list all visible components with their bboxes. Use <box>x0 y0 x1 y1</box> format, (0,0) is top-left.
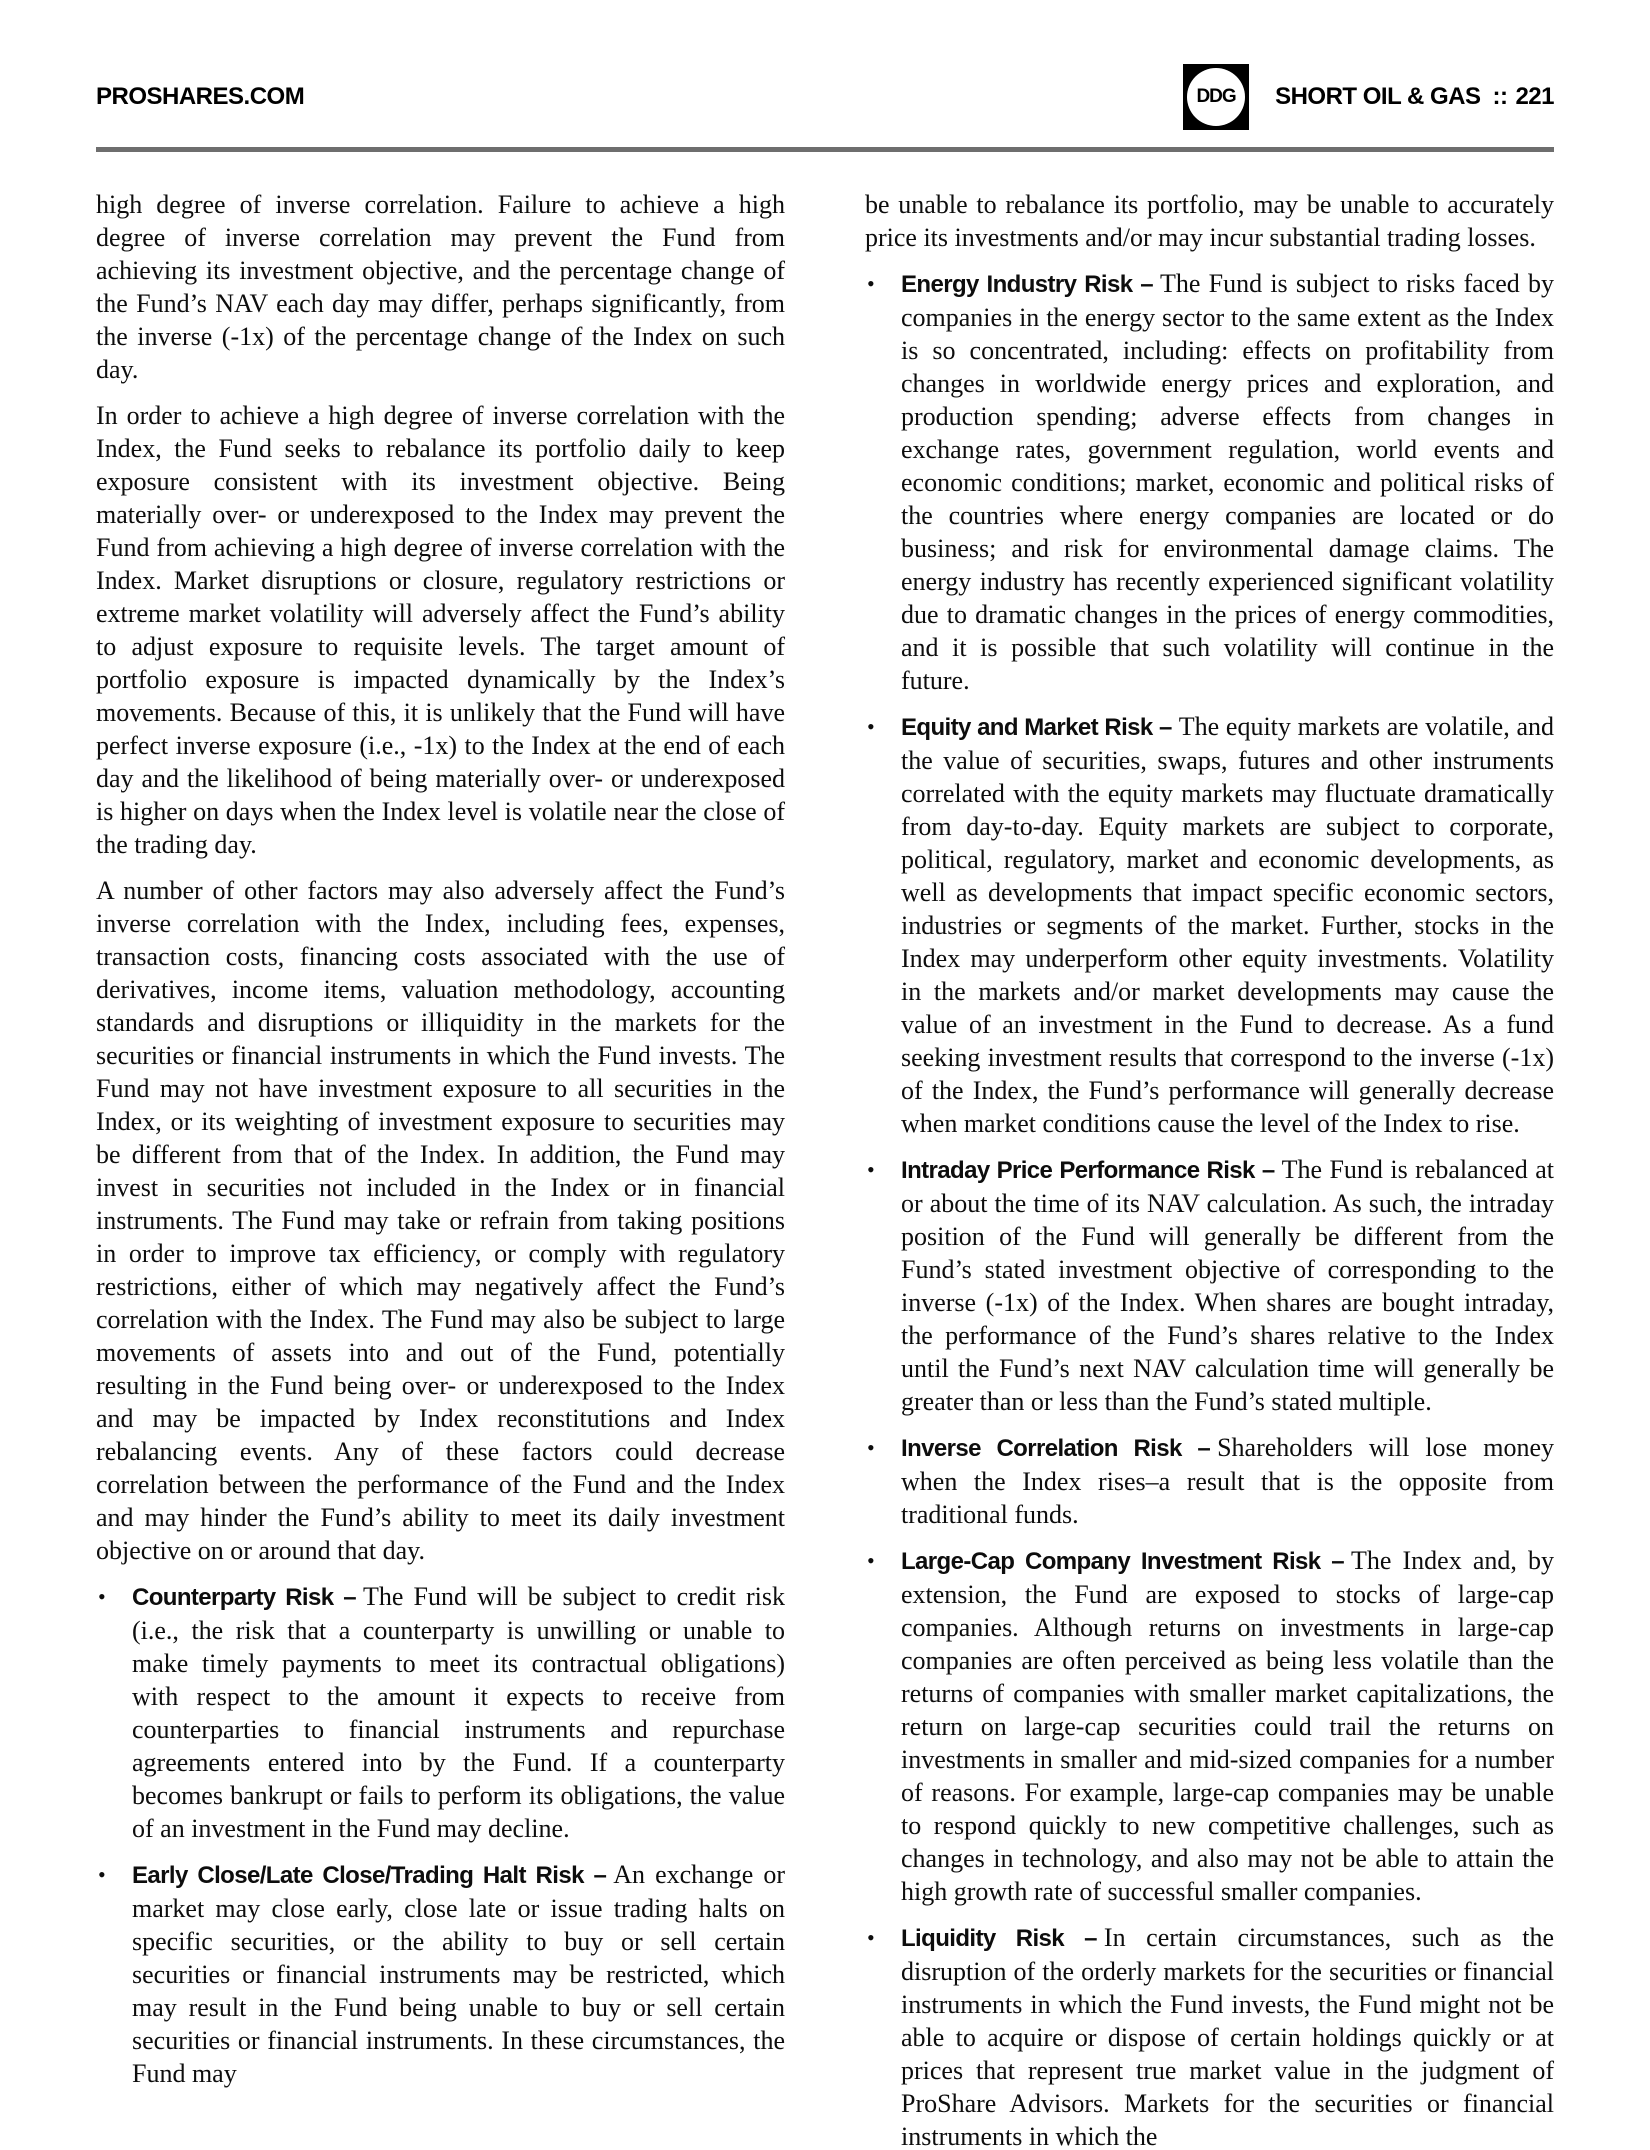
risk-heading: Counterparty Risk – <box>132 1584 356 1611</box>
risk-body: The Fund is subject to risks faced by companies in the energy sector to the same extent as the Index is so concentrated, including: effects on profitability from changes in worldwide energy prices and exploration, and production spending; adverse effects from changes in exchange rates, government regulation, world events and economic conditions; market, economic and political risks of the countries where energy companies are located or do business; and risk for environmental damage claims. The energy industry has recently experienced significant volatility due to dramatic changes in the prices of energy commodities, and it is possible that such volatility will continue in the future. <box>901 269 1554 695</box>
risk-item-large-cap <box>865 1544 1554 1908</box>
fund-title <box>1275 83 1554 111</box>
risk-text <box>132 1580 785 1845</box>
risk-heading: Large-Cap Company Investment Risk – <box>901 1548 1344 1575</box>
risk-heading: Energy Industry Risk – <box>901 271 1154 298</box>
risk-body: The equity markets are volatile, and the value of securities, swaps, futures and other instruments correlated with the equity markets may fluctuate dramatically from day-to-day. Equity markets are subject to corporate, political, regulatory, market and economic developments, as well as developments that impact specific economic sectors, industries or segments of the market. Further, stocks in the Index may underperform other equity investments. Volatility in the markets and/or market developments may cause the value of an investment in the Fund to decrease. As a fund seeking investment results that correspond to the inverse (-1x) of the Index, the Fund’s performance will generally decrease when market conditions cause the level of the Index to rise. <box>901 712 1555 1138</box>
header-rule <box>96 147 1554 152</box>
ticker-badge <box>1183 64 1249 130</box>
header-right <box>1183 64 1554 130</box>
ticker-circle-icon <box>1187 68 1245 126</box>
risk-item-early-close <box>96 1858 785 2090</box>
paragraph: In order to achieve a high degree of inverse correlation with the Index, the Fund seeks to rebalance its portfolio daily to keep exposure consistent with its investment objective. Being materially over- or underexposed to the Index may prevent the Fund from achieving a high degree of inverse correlation with the Index. Market disruptions or closure, regulatory restrictions or extreme market volatility will adversely affect the Fund’s ability to adjust exposure to requisite levels. The target amount of portfolio exposure is impacted dynamically by the Index’s movements. Because of this, it is unlikely that the Fund will have perfect inverse exposure (i.e., -1x) to the Index at the end of each day and the likelihood of being materially over- or underexposed is higher on days when the Index level is volatile near the close of the trading day. <box>96 401 785 859</box>
risk-item-equity-market <box>865 710 1554 1140</box>
bullet-icon: • <box>867 714 875 739</box>
risk-item-counterparty <box>96 1580 785 1845</box>
risk-body: Shareholders will lose money when the Index rises–a result that is the opposite from traditional funds. <box>901 1433 1554 1529</box>
paragraph: high degree of inverse correlation. Failure to achieve a high degree of inverse correlation may prevent the Fund from achieving its investment objective, and the percentage change of the Fund’s NAV each day may differ, perhaps significantly, from the inverse (-1x) of the percentage change of the Index on such day. <box>96 190 785 384</box>
risk-item-inverse-correlation <box>865 1431 1554 1531</box>
paragraph: A number of other factors may also adversely affect the Fund’s inverse correlation with the Index, including fees, expenses, transaction costs, financing costs associated with the use of derivatives, income items, valuation methodology, accounting standards and disruptions or illiquidity in the markets for the securities or financial instruments in which the Fund invests. The Fund may not have investment exposure to all securities in the Index, or its weighting of investment exposure to securities may be different from that of the Index. In addition, the Fund may invest in securities not included in the Index or in financial instruments. The Fund may take or refrain from taking positions in order to improve tax efficiency, or comply with regulatory restrictions, either of which may negatively affect the Fund’s correlation with the Index. The Fund may also be subject to large movements of assets into and out of the Fund, potentially resulting in the Fund being over- or underexposed to the Index and may be impacted by Index reconstitutions and Index rebalancing events. Any of these factors could decrease correlation between the performance of the Fund and the Index and may hinder the Fund’s ability to meet its daily investment objective on or around that day. <box>96 876 785 1565</box>
bullet-icon: • <box>867 271 875 296</box>
fund-name: SHORT OIL & GAS <box>1275 83 1481 110</box>
risk-text <box>901 1431 1554 1531</box>
risk-body: In certain circumstances, such as the disruption of the orderly markets for the securities or financial instruments in which the Fund invests, the Fund might not be able to acquire or dispose of certain holdings quickly or at prices that represent true market value in the judgment of ProShare Advisors. Markets for the securities or financial instruments in which the <box>901 1923 1555 2150</box>
risk-body: An exchange or market may close early, close late or issue trading halts on specific securities, or the ability to buy or sell certain securities or financial instruments may be restricted, which may result in the Fund being unable to buy or sell certain securities or financial instruments. In these circumstances, the Fund may <box>132 1860 785 2088</box>
risk-heading: Inverse Correlation Risk – <box>901 1435 1211 1462</box>
risk-heading: Early Close/Late Close/Trading Halt Risk – <box>132 1862 607 1889</box>
risk-text <box>901 267 1554 697</box>
site-name: PROSHARES.COM <box>96 83 305 110</box>
risk-text <box>132 1858 785 2090</box>
risk-text <box>901 1544 1554 1908</box>
page-header <box>96 62 1554 132</box>
bullet-icon: • <box>98 1862 106 1887</box>
body-columns <box>96 188 1554 2150</box>
risk-body: The Fund will be subject to credit risk (i.e., the risk that a counterparty is unwilling or unable to make timely payments to meet its contractual obligations) with respect to the amount it expects to receive from counterparties to financial instruments and repurchase agreements entered into by the Fund. If a counterparty becomes bankrupt or fails to perform its obligations, the value of an investment in the Fund may decline. <box>132 1582 785 1843</box>
risk-heading: Intraday Price Performance Risk – <box>901 1157 1275 1184</box>
paragraph: be unable to rebalance its portfolio, may be unable to accurately price its investments and/or may incur substantial trading losses. <box>865 190 1554 252</box>
risk-item-liquidity <box>865 1921 1554 2150</box>
bullet-icon: • <box>867 1548 875 1573</box>
document-page <box>0 62 1650 2150</box>
risk-heading: Liquidity Risk – <box>901 1925 1097 1952</box>
left-column <box>96 188 785 2150</box>
risk-item-intraday-price <box>865 1153 1554 1418</box>
ticker-symbol: DDG <box>1196 86 1236 107</box>
risk-body: The Index and, by extension, the Fund are exposed to stocks of large-cap companies. Although returns on investments in large-cap companies are often perceived as being less volatile than the returns of companies with smaller market capitalizations, the return on large-cap securities could trail the returns on investments in smaller and mid-sized companies for a number of reasons. For example, large-cap companies may be unable to respond quickly to new competitive challenges, such as changes in technology, and also may not be able to attain the high growth rate of successful smaller companies. <box>901 1546 1554 1906</box>
right-column <box>865 188 1554 2150</box>
risk-text <box>901 1921 1554 2150</box>
title-separator: :: <box>1492 83 1508 110</box>
bullet-icon: • <box>98 1584 106 1609</box>
bullet-icon: • <box>867 1435 875 1460</box>
page-number: 221 <box>1515 83 1554 110</box>
bullet-icon: • <box>867 1925 875 1950</box>
risk-text <box>901 1153 1554 1418</box>
risk-text <box>901 710 1554 1140</box>
risk-item-energy-industry <box>865 267 1554 697</box>
risk-heading: Equity and Market Risk – <box>901 714 1172 741</box>
risk-body: The Fund is rebalanced at or about the time of its NAV calculation. As such, the intraday position of the Fund will generally be different from the Fund’s stated investment objective of corresponding to the inverse (-1x) of the Index. When shares are bought intraday, the performance of the Fund’s shares relative to the Index until the Fund’s next NAV calculation time will generally be greater than or less than the Fund’s stated multiple. <box>901 1155 1554 1416</box>
bullet-icon: • <box>867 1157 875 1182</box>
